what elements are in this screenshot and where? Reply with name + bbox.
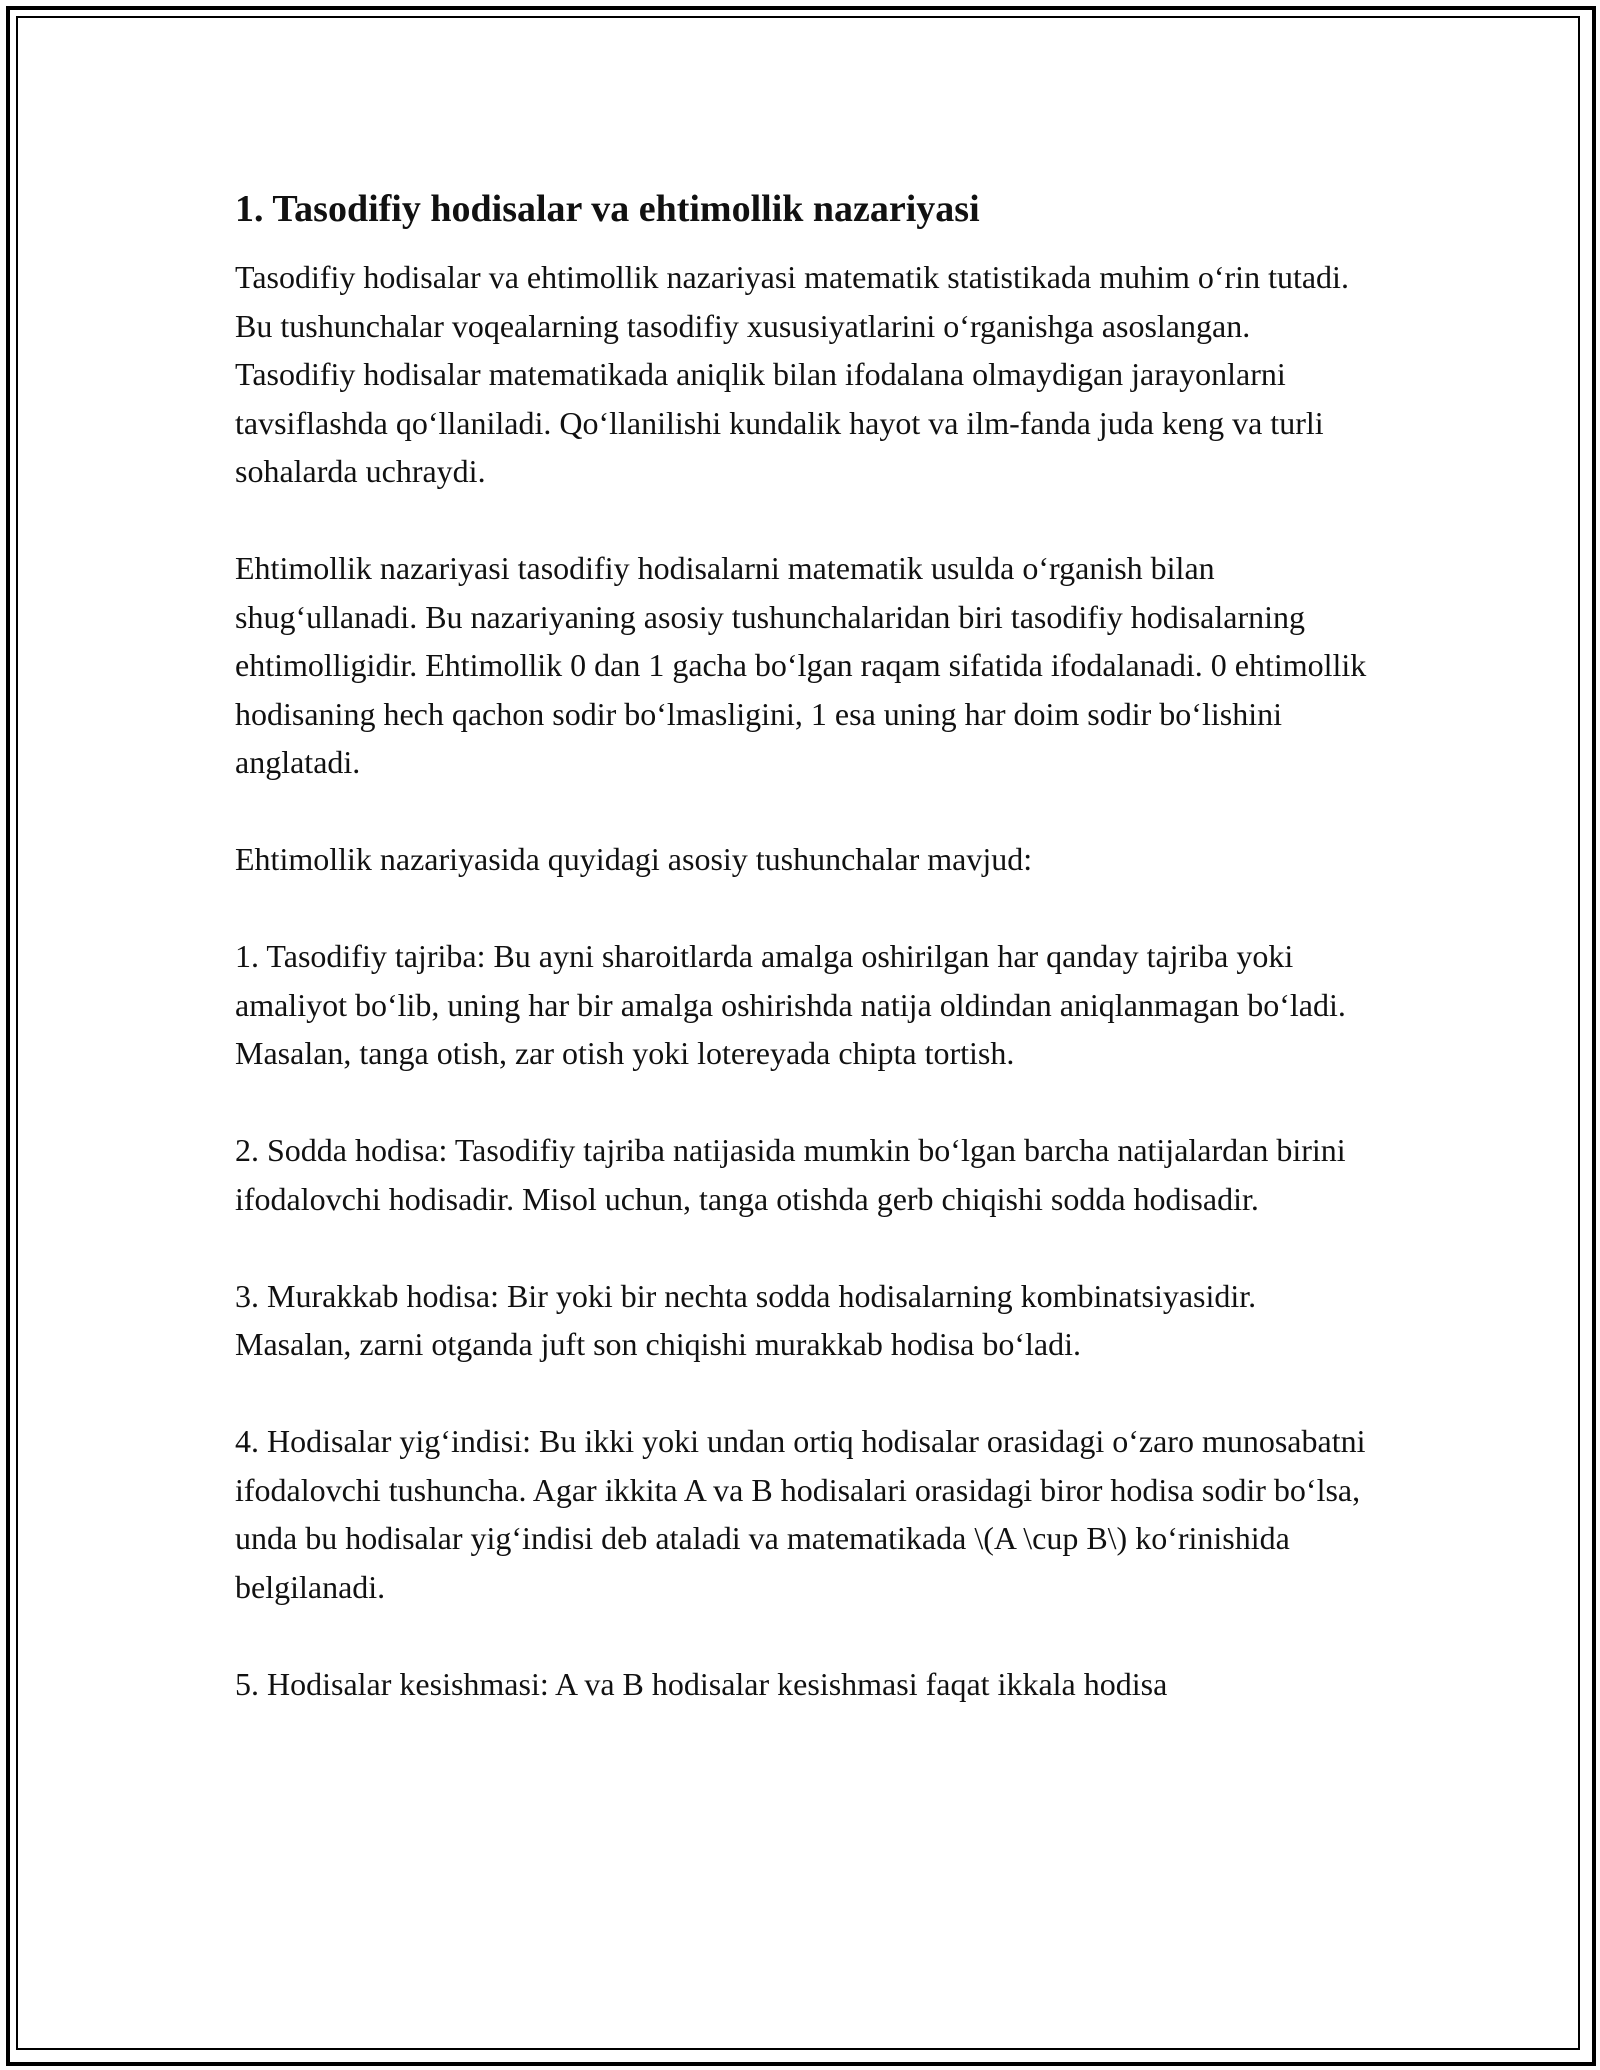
paragraph-probability-theory: Ehtimollik nazariyasi tasodifiy hodisalarni matematik usulda o‘rganish bilan shug‘ullanadi. Bu nazariyaning asosiy tushunchalaridan biri tasodifiy hodisalarning ehtimolligidir. Ehtimollik 0 dan 1 gacha bo‘lgan raqam sifatida ifodalanadi. 0 ehtimollik hodisaning hech qachon sodir bo‘lmasligini, 1 esa uning har doim sodir bo‘lishini anglatadi. xyxy=(235,550,1367,780)
paragraph-concepts-intro: Ehtimollik nazariyasida quyidagi asosiy tushunchalar mavjud: xyxy=(235,841,1033,877)
list-item-intersection-of-events: 5. Hodisalar kesishmasi: A va B hodisalar kesishmasi faqat ikkala hodisa xyxy=(235,1665,1168,1702)
document-body xyxy=(235,185,1375,1757)
list-item-random-experiment: 1. Tasodifiy tajriba: Bu ayni sharoitlarda amalga oshirilgan har qanday tajriba yoki amaliyot bo‘lib, uning har bir amalga oshirishda natija oldindan aniqlanmagan bo‘ladi. Masalan, tanga otish, zar otish yoki lotereyada chipta tortish. xyxy=(235,938,1346,1071)
list-item-simple-event: 2. Sodda hodisa: Tasodifiy tajriba natijasida mumkin bo‘lgan barcha natijalardan birini ifodalovchi hodisadir. Misol uchun, tanga otishda gerb chiqishi sodda hodisadir. xyxy=(235,1132,1346,1217)
section-title: 1. Tasodifiy hodisalar va ehtimollik nazariyasi xyxy=(235,188,980,230)
list-item-union-of-events: 4. Hodisalar yig‘indisi: Bu ikki yoki undan ortiq hodisalar orasidagi o‘zaro munosabatni ifodalovchi tushuncha. Agar ikkita A va B hodisalari orasidagi biror hodisa sodir bo‘lsa, unda bu hodisalar yig‘indisi deb ataladi va matematikada \(A \cup B\) ko‘rinishida belgilanadi. xyxy=(235,1423,1366,1605)
paragraph-intro: Tasodifiy hodisalar va ehtimollik nazariyasi matematik statistikada muhim o‘rin tutadi. Bu tushunchalar voqealarning tasodifiy xususiyatlarini o‘rganishga asoslangan. Tasodifiy hodisalar matematikada aniqlik bilan ifodalana olmaydigan jarayonlarni tavsiflashda qo‘llaniladi. Qo‘llanilishi kundalik hayot va ilm-fanda juda keng va turli sohalarda uchraydi. xyxy=(235,259,1349,489)
list-item-compound-event: 3. Murakkab hodisa: Bir yoki bir nechta sodda hodisalarning kombinatsiyasidir. Masalan, zarni otganda juft son chiqishi murakkab hodisa bo‘ladi. xyxy=(235,1277,1257,1362)
